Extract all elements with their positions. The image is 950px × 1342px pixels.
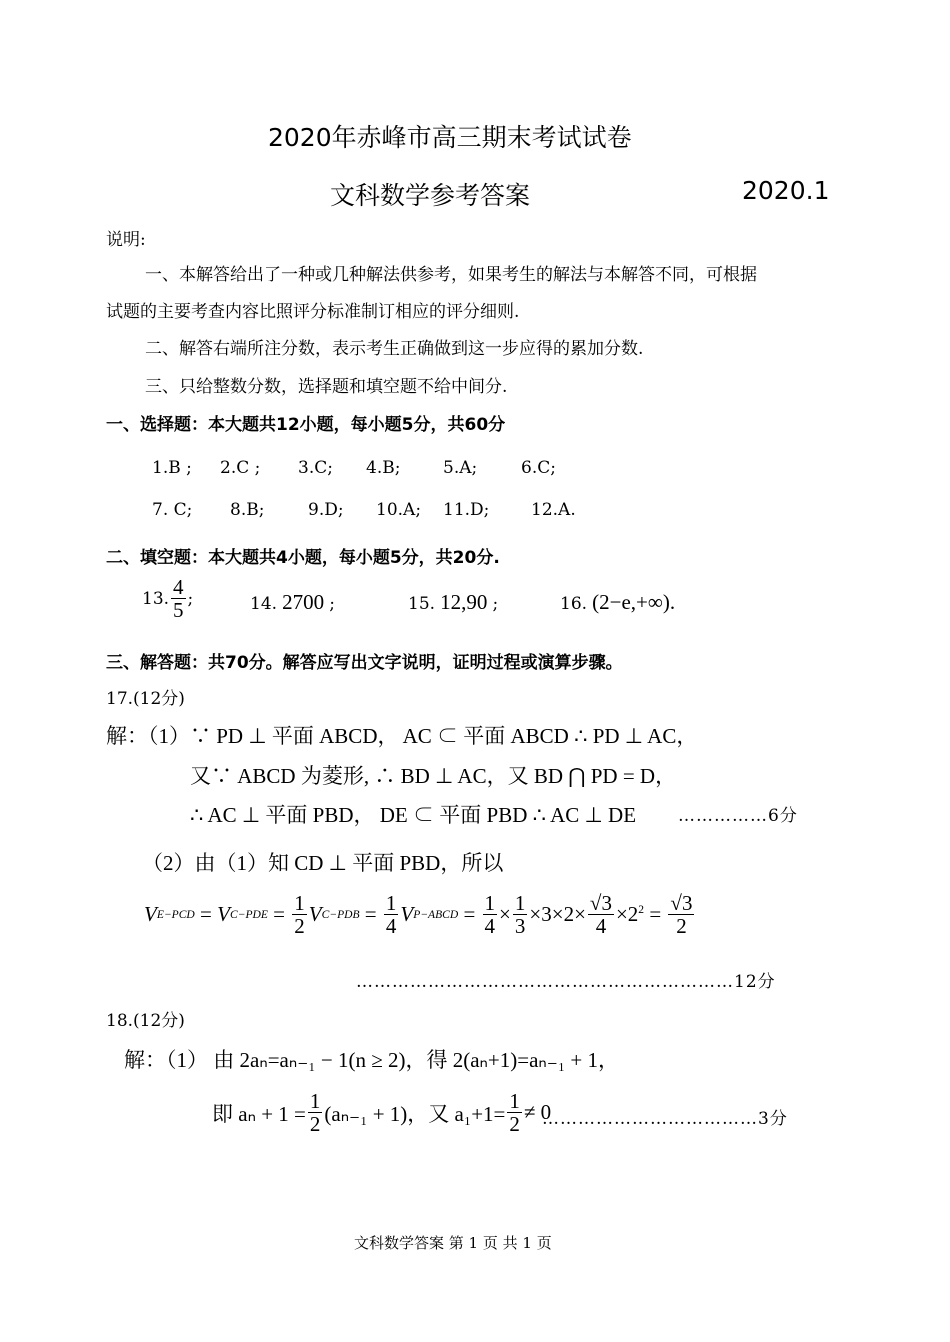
fill-16-answer: (2−e,+∞).: [592, 590, 676, 614]
fill-14: [250, 590, 335, 615]
q18-line2-mid: (aₙ₋₁ + 1)，又 a₁+1=: [324, 1101, 506, 1126]
note-3: 三、只给整数分数，选择题和填空题不给中间分.: [145, 377, 508, 397]
note-1a: 一、本解答给出了一种或几种解法供参考，如果考生的解法与本解答不同，可根据: [145, 265, 757, 285]
fill-13-separator: ;: [187, 588, 194, 609]
fill-13-denominator: 5: [173, 598, 184, 623]
q18-line2-prefix: 即 aₙ + 1 =: [212, 1101, 306, 1126]
note-label: 说明:: [106, 230, 146, 250]
fill-16: [560, 590, 675, 615]
section-1-heading: 一、选择题：本大题共12小题，每小题5分，共60分: [106, 415, 506, 435]
section-2-heading: 二、填空题：本大题共4小题，每小题5分，共20分.: [106, 548, 500, 568]
page-footer: 文科数学答案 第 1 页 共 1 页: [354, 1234, 552, 1252]
fill-14-answer: 2700: [282, 590, 325, 614]
q18-line2-end: ≠ 0: [523, 1100, 552, 1125]
fill-13: [142, 576, 193, 621]
fill-14-separator: ;: [329, 594, 335, 614]
q18-score-1: ………………………………3分: [542, 1109, 788, 1129]
q18-line2: 即 aₙ + 1 = $\frac{1}{2}$ (aₙ₋₁ + 1)，又 a₁+1= $\frac{1}{2}$ ≠ 0: [212, 1089, 552, 1137]
choice-3: 3.C;: [298, 458, 333, 478]
q17-header: 17.(12分): [106, 689, 185, 709]
page-subtitle: 文科数学参考答案: [330, 181, 531, 210]
choice-12: 12.A.: [531, 500, 576, 520]
choice-8: 8.B;: [230, 500, 265, 520]
q17-score-1: ……………6分: [678, 806, 798, 826]
q17-score-2: ………………………………………………………12分: [356, 972, 776, 992]
choice-2: 2.C ;: [220, 458, 261, 478]
fill-15: [408, 590, 498, 615]
q17-part1-line3: ∴ AC ⊥ 平面 PBD， DE ⊂ 平面 PBD ∴ AC ⊥ DE: [190, 803, 637, 827]
fill-15-answer: 12,90: [440, 590, 488, 614]
q17-part1-line2: 又∵ ABCD 为菱形, ∴ BD ⊥ AC，又 BD ⋂ PD = D，: [190, 764, 677, 788]
page-title: 2020年赤峰市高三期末考试试卷: [268, 123, 632, 152]
fill-13-number: 13.: [142, 588, 170, 609]
choice-4: 4.B;: [366, 458, 401, 478]
fill-14-number: 14.: [250, 594, 278, 614]
fill-15-separator: ;: [492, 594, 499, 614]
choice-6: 6.C;: [521, 458, 556, 478]
q18-line1: 解：（1） 由 2aₙ=aₙ₋₁ − 1(n ≥ 2)，得 2(aₙ+1)=aₙ₋₁ + 1，: [124, 1048, 620, 1072]
choice-11: 11.D;: [443, 500, 490, 520]
note-2: 二、解答右端所注分数，表示考生正确做到这一步应得的累加分数.: [145, 339, 644, 359]
q17-volume-formula: V E−PCD = V C−PDE = $\frac{1}{2}$ V C−PDB = $\frac{1}{4}$ V P−ABCD = $\frac{1}{4}$ × $\frac{1}{3}$ ×3×2× $\frac{√3}{4}$ $\times 2^2$ = $\frac{√3}{2}$: [144, 891, 693, 939]
q18-header: 18.(12分): [106, 1011, 185, 1031]
choice-7: 7. C;: [152, 500, 193, 520]
section-3-heading: 三、解答题：共70分。解答应写出文字说明，证明过程或演算步骤。: [106, 653, 623, 673]
fill-16-number: 16.: [560, 594, 588, 614]
fill-13-fraction: [171, 576, 186, 621]
choice-9: 9.D;: [308, 500, 344, 520]
fill-15-number: 15.: [408, 594, 436, 614]
choice-5: 5.A;: [443, 458, 478, 478]
fill-13-numerator: 4: [173, 575, 184, 599]
choice-1: 1.B ;: [152, 458, 192, 478]
date-label: 2020.1: [742, 176, 830, 205]
q17-part2-line1: （2）由（1）知 CD ⊥ 平面 PBD，所以: [142, 851, 504, 875]
note-1b: 试题的主要考查内容比照评分标准制订相应的评分细则.: [106, 302, 520, 322]
q17-part1-line1: 解：（1）∵ PD ⊥ 平面 ABCD， AC ⊂ 平面 ABCD ∴ PD ⊥ AC，: [106, 724, 698, 748]
choice-10: 10.A;: [376, 500, 422, 520]
